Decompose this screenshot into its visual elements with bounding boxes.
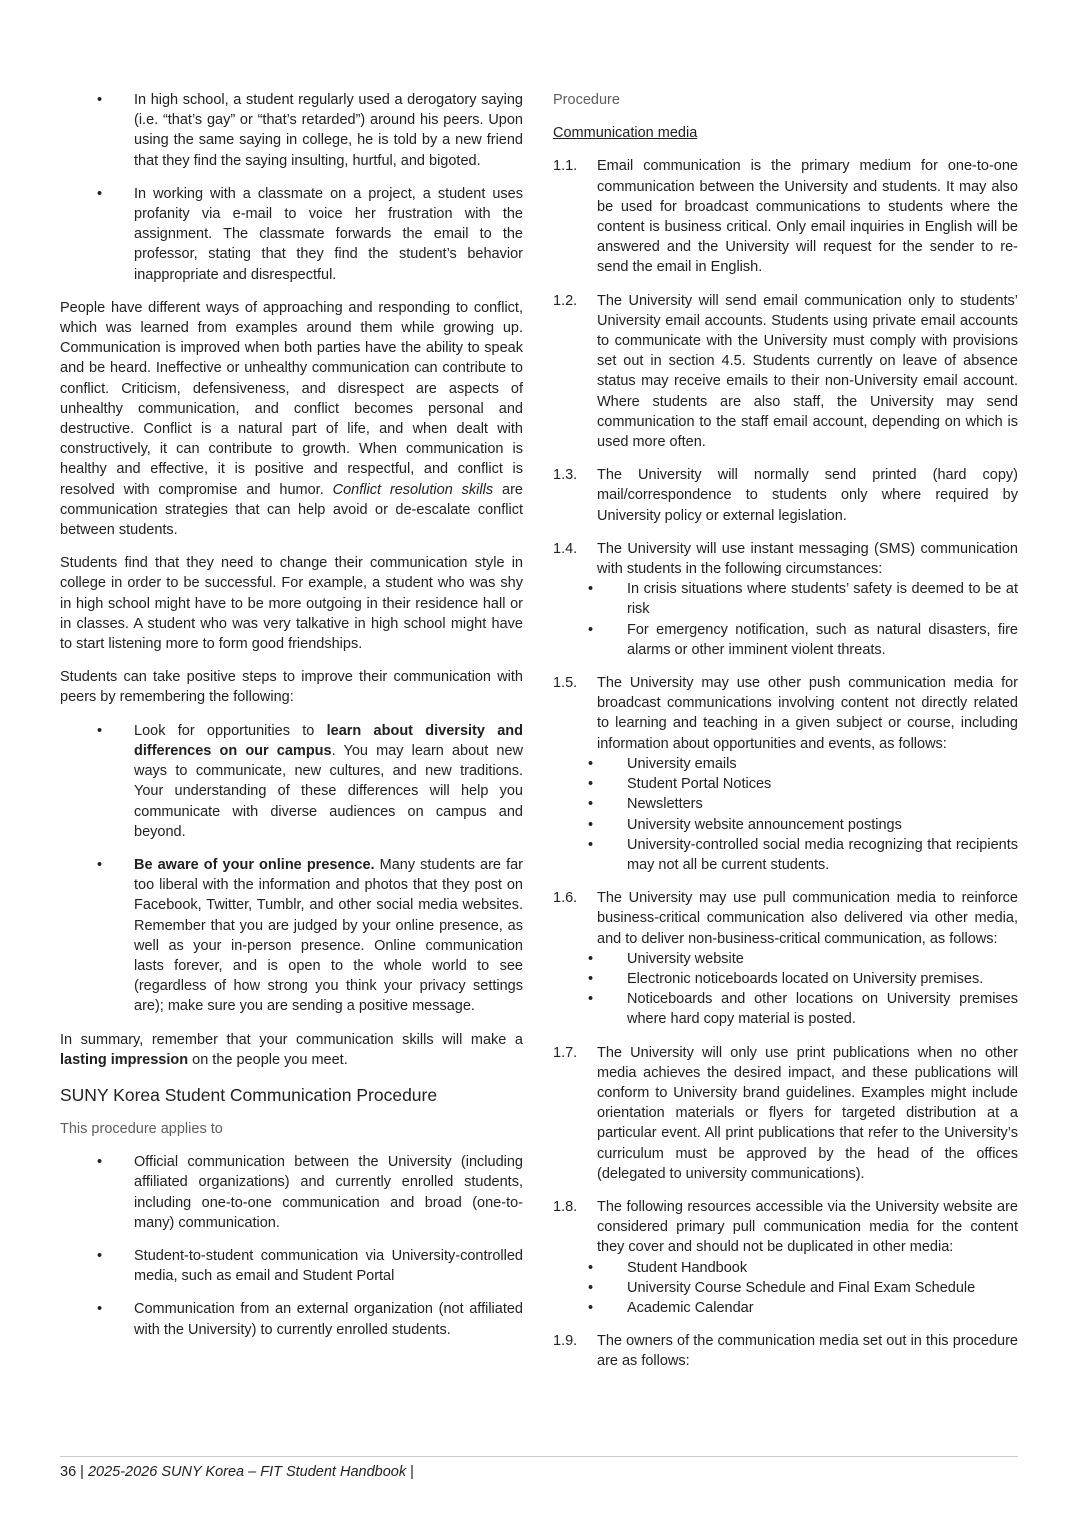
text-run: University Course Schedule and Final Exam Schedule (627, 1279, 976, 1296)
numbered-item (553, 291, 1018, 453)
item-text (597, 888, 1018, 949)
bullet-text (134, 721, 523, 842)
numbered-item (553, 156, 1018, 277)
bullet-text (134, 1152, 523, 1233)
text-run: . You may learn about new ways to communicate, new cultures, and new traditions. Your understanding of these differences will help you communicate with diverse audiences on campus and beyond. (134, 742, 523, 840)
section-heading (60, 1083, 523, 1107)
item-body (597, 1043, 1018, 1184)
bullet-icon: • (97, 1154, 103, 1171)
bullet-icon: • (588, 836, 594, 853)
paragraph (553, 90, 1018, 110)
text-run: Electronic noticeboards located on University premises. (627, 970, 984, 987)
bullet-item (60, 1299, 523, 1339)
bullet-icon: • (97, 92, 103, 108)
paragraph (60, 1119, 523, 1139)
bullet-icon: • (588, 776, 594, 793)
item-body (597, 1331, 1018, 1371)
bullet-list (588, 754, 1018, 875)
bullet-icon: • (588, 991, 594, 1008)
bullet-text (134, 1299, 523, 1339)
item-body (597, 291, 1018, 453)
item-text (597, 1197, 1018, 1258)
page-content (60, 90, 1018, 1456)
text-run: Email communication is the primary medium for one-to-one communication between the University and students. It may also be used for broadcast communications to students where the content is business critical. Only email inquiries in English will be answered and the University will request for the sender to re-send the email in English. (597, 158, 1018, 276)
bullet-text (627, 794, 1018, 814)
item-body (597, 156, 1018, 277)
bullet-text (134, 855, 523, 1017)
bullet-text (627, 949, 1018, 969)
text-run: For emergency notification, such as natural disasters, fire alarms or other imminent violent threats. (627, 621, 1018, 658)
item-body (588, 539, 1018, 660)
footer-separator-2: | (406, 1463, 414, 1480)
item-text (597, 1331, 1018, 1371)
bullet-item (588, 989, 1018, 1029)
bullet-item (588, 579, 1018, 619)
bullet-item (588, 754, 1018, 774)
numbered-item (553, 888, 1018, 1029)
bullet-item (588, 620, 1018, 660)
bullet-list (588, 579, 1018, 660)
text-run: Procedure (553, 92, 620, 108)
text-run: In crisis situations where students’ safety is deemed to be at risk (627, 581, 1018, 618)
bullet-item (588, 1278, 1018, 1298)
bullet-text (627, 815, 1018, 835)
numbered-item (553, 673, 1018, 875)
text-run: In working with a classmate on a project, a student uses profanity via e-mail to voice her frustration with the assignment. The classmate forwards the email to the professor, stating that they find the student’s behavior inappropriate and disrespectful. (134, 185, 523, 283)
numbered-item (553, 465, 1018, 526)
text-run: Look for opportunities to (134, 722, 327, 739)
item-text (597, 539, 1018, 579)
item-text (597, 1043, 1018, 1184)
text-run: This procedure applies to (60, 1120, 223, 1137)
bullet-item (588, 835, 1018, 875)
footer-separator: | (76, 1463, 88, 1480)
text-run: The University will only use print publications when no other media achieves the desired impact, and these publications will conform to University brand guidelines. Examples might include orientation materials or flyers for targeted distribution at a particular event. All print publications that refer to the University’s curriculum must be approved by the head of the offices (delegated to university communications). (597, 1044, 1018, 1182)
paragraph (60, 298, 523, 540)
bullet-item (588, 794, 1018, 814)
numbered-item (553, 1197, 1018, 1318)
item-body (588, 1197, 1018, 1318)
bullet-item (588, 1298, 1018, 1318)
bullet-item (60, 721, 523, 842)
bullet-icon: • (588, 816, 594, 833)
text-run: Be aware of your online presence. (134, 856, 375, 873)
bullet-icon: • (588, 1299, 594, 1316)
text-run: Student Handbook (627, 1259, 748, 1276)
bullet-list (588, 949, 1018, 1030)
bullet-item (60, 1246, 523, 1286)
bullet-text (627, 1278, 1018, 1298)
bullet-list (60, 721, 523, 1017)
bullet-item (588, 949, 1018, 969)
bullet-text (627, 579, 1018, 619)
text-run: People have different ways of approaching and responding to conflict, which was learned from examples around them while growing up. Communication is improved when both parties have the ability to speak and be heard. Ineffective or unhealthy communication can contribute to conflict. Criticism, defensiveness, and disrespect are aspects of unhealthy communication, and conflict becomes personal and destructive. Conflict is a natural part of life, and when dealt with constructively, it can contribute to growth. When communication is healthy and effective, it is positive and respectful, and conflict is resolved with compromise and humor. (60, 299, 523, 498)
item-body (588, 888, 1018, 1029)
paragraph (60, 553, 523, 654)
item-number: 1.7. (553, 1044, 578, 1061)
text-run: Students find that they need to change their communication style in college in order to be successful. For example, a student who was shy in high school might have to be more outgoing in their residence hall or in classes. A student who was very talkative in high school might have to start listening more to form good friendships. (60, 555, 523, 653)
text-run: University website announcement postings (627, 816, 902, 833)
item-number: 1.8. (553, 1198, 578, 1215)
bullet-text (134, 90, 523, 171)
bullet-text (134, 184, 523, 285)
text-run: The University will send email communication only to students’ University email accounts. Students using private email accounts to communicate with the University must comply with provisions set out in section 4.5. Students currently on leave of absence status may receive emails to their non-University email account. Where students are also staff, the University may send communication to the staff email account, depending on which is used more often. (597, 292, 1018, 451)
item-number: 1.4. (553, 540, 578, 557)
bullet-text (627, 989, 1018, 1029)
bullet-item (60, 184, 523, 285)
page-footer (60, 1456, 1018, 1482)
text-run: Students can take positive steps to improve their communication with peers by remembering the following: (60, 669, 523, 706)
numbered-item (553, 539, 1018, 660)
text-run: learn about diversity and differences on our campus (134, 722, 523, 759)
text-run: Conflict resolution skills (332, 481, 494, 498)
text-run: Communication media (553, 125, 698, 142)
bullet-item (60, 90, 523, 171)
bullet-text (627, 969, 1018, 989)
paragraph (60, 1030, 523, 1070)
bullet-icon: • (97, 722, 103, 739)
bullet-icon: • (588, 970, 594, 987)
bullet-item (588, 969, 1018, 989)
text-run: The owners of the communication media set out in this procedure are as follows: (597, 1333, 1018, 1370)
item-number: 1.1. (553, 158, 578, 175)
bullet-icon: • (97, 185, 103, 202)
bullet-icon: • (588, 796, 594, 813)
text-run: The University will normally send printed (hard copy) mail/correspondence to students only where required by University policy or external legislation. (597, 467, 1018, 524)
text-run: Communication from an external organization (not affiliated with the University) to currently enrolled students. (134, 1301, 523, 1338)
item-text (597, 156, 1018, 277)
bullet-icon: • (588, 1259, 594, 1276)
bullet-icon: • (588, 1279, 594, 1296)
text-run: Newsletters (627, 796, 703, 813)
bullet-item (588, 1258, 1018, 1278)
bullet-icon: • (588, 755, 594, 772)
bullet-text (627, 1298, 1018, 1318)
bullet-list (60, 1152, 523, 1340)
item-number: 1.3. (553, 467, 578, 484)
paragraph (553, 123, 1018, 143)
text-run: on the people you meet. (188, 1051, 348, 1068)
item-text (597, 673, 1018, 754)
bullet-text (627, 754, 1018, 774)
item-number: 1.9. (553, 1333, 578, 1350)
item-number: 1.5. (553, 675, 578, 692)
text-run: Many students are far too liberal with the information and photos that they post on Facebook, Twitter, Tumblr, and other social media websites. Remember that you are judged by your online presence, as well as your in-person presence. Online communication lasts forever, and is open to the whole world to see (regardless of how strong you think your privacy settings are); make sure you are sending a positive message. (134, 856, 523, 1015)
text-run: SUNY Korea Student Communication Procedure (60, 1084, 438, 1105)
text-run: University-controlled social media recognizing that recipients may not all be current students. (627, 836, 1018, 873)
text-run: Student Portal Notices (627, 776, 772, 793)
bullet-item (60, 855, 523, 1017)
text-run: University emails (627, 755, 737, 772)
item-text (597, 465, 1018, 526)
left-column (60, 90, 523, 1456)
text-run: lasting impression (60, 1051, 189, 1068)
bullet-text (627, 1258, 1018, 1278)
text-run: Official communication between the University (including affiliated organizations) and currently enrolled students, including one-to-one communication and broad (one-to-many) communication. (134, 1154, 523, 1231)
item-body (588, 673, 1018, 875)
bullet-item (588, 774, 1018, 794)
bullet-icon: • (97, 1301, 103, 1318)
text-run: University website (627, 950, 744, 967)
footer-handbook-title: 2025-2026 SUNY Korea – FIT Student Handbook (87, 1463, 407, 1480)
text-run: are communication strategies that can help avoid or de-escalate conflict between students. (60, 481, 523, 539)
bullet-text (627, 774, 1018, 794)
text-run: The University will use instant messaging (SMS) communication with students in the following circumstances: (597, 540, 1018, 578)
bullet-list (588, 1258, 1018, 1319)
footer-page-number: 36 (60, 1463, 77, 1480)
text-run: Academic Calendar (627, 1299, 754, 1316)
bullet-icon: • (588, 581, 594, 598)
bullet-icon: • (588, 621, 594, 638)
right-column (553, 90, 1018, 1456)
numbered-item (553, 1331, 1018, 1371)
item-number: 1.2. (553, 292, 578, 309)
bullet-item (60, 1152, 523, 1233)
bullet-text (134, 1246, 523, 1286)
bullet-text (627, 835, 1018, 875)
bullet-icon: • (97, 856, 103, 873)
paragraph (60, 667, 523, 707)
bullet-text (627, 620, 1018, 660)
numbered-item (553, 1043, 1018, 1184)
text-run: In summary, remember that your communication skills will make a (60, 1031, 523, 1048)
text-run: Noticeboards and other locations on University premises where hard copy material is posted. (627, 991, 1018, 1028)
text-run: The following resources accessible via the University website are considered primary pull communication media for the content they cover and should not be duplicated in other media: (597, 1198, 1018, 1256)
bullet-icon: • (588, 950, 594, 967)
bullet-item (588, 815, 1018, 835)
text-run: The University may use pull communication media to reinforce business-critical communication also delivered via other media, and to deliver non-business-critical communication, as follows: (597, 890, 1018, 947)
item-text (597, 291, 1018, 453)
item-body (597, 465, 1018, 526)
item-number: 1.6. (553, 890, 578, 907)
bullet-icon: • (97, 1247, 103, 1264)
bullet-list (60, 90, 523, 285)
text-run: Student-to-student communication via University-controlled media, such as email and Student Portal (134, 1247, 523, 1285)
text-run: In high school, a student regularly used a derogatory saying (i.e. “that’s gay” or “that’s retarded”) around his peers. Upon using the same saying in college, he is told by a new friend that they find the saying insulting, hurtful, and bigoted. (134, 92, 523, 169)
text-run: The University may use other push communication media for broadcast communications involving content not directly related to learning and teaching in a given subject or course, including information about opportunities and events, as follows: (597, 675, 1018, 752)
